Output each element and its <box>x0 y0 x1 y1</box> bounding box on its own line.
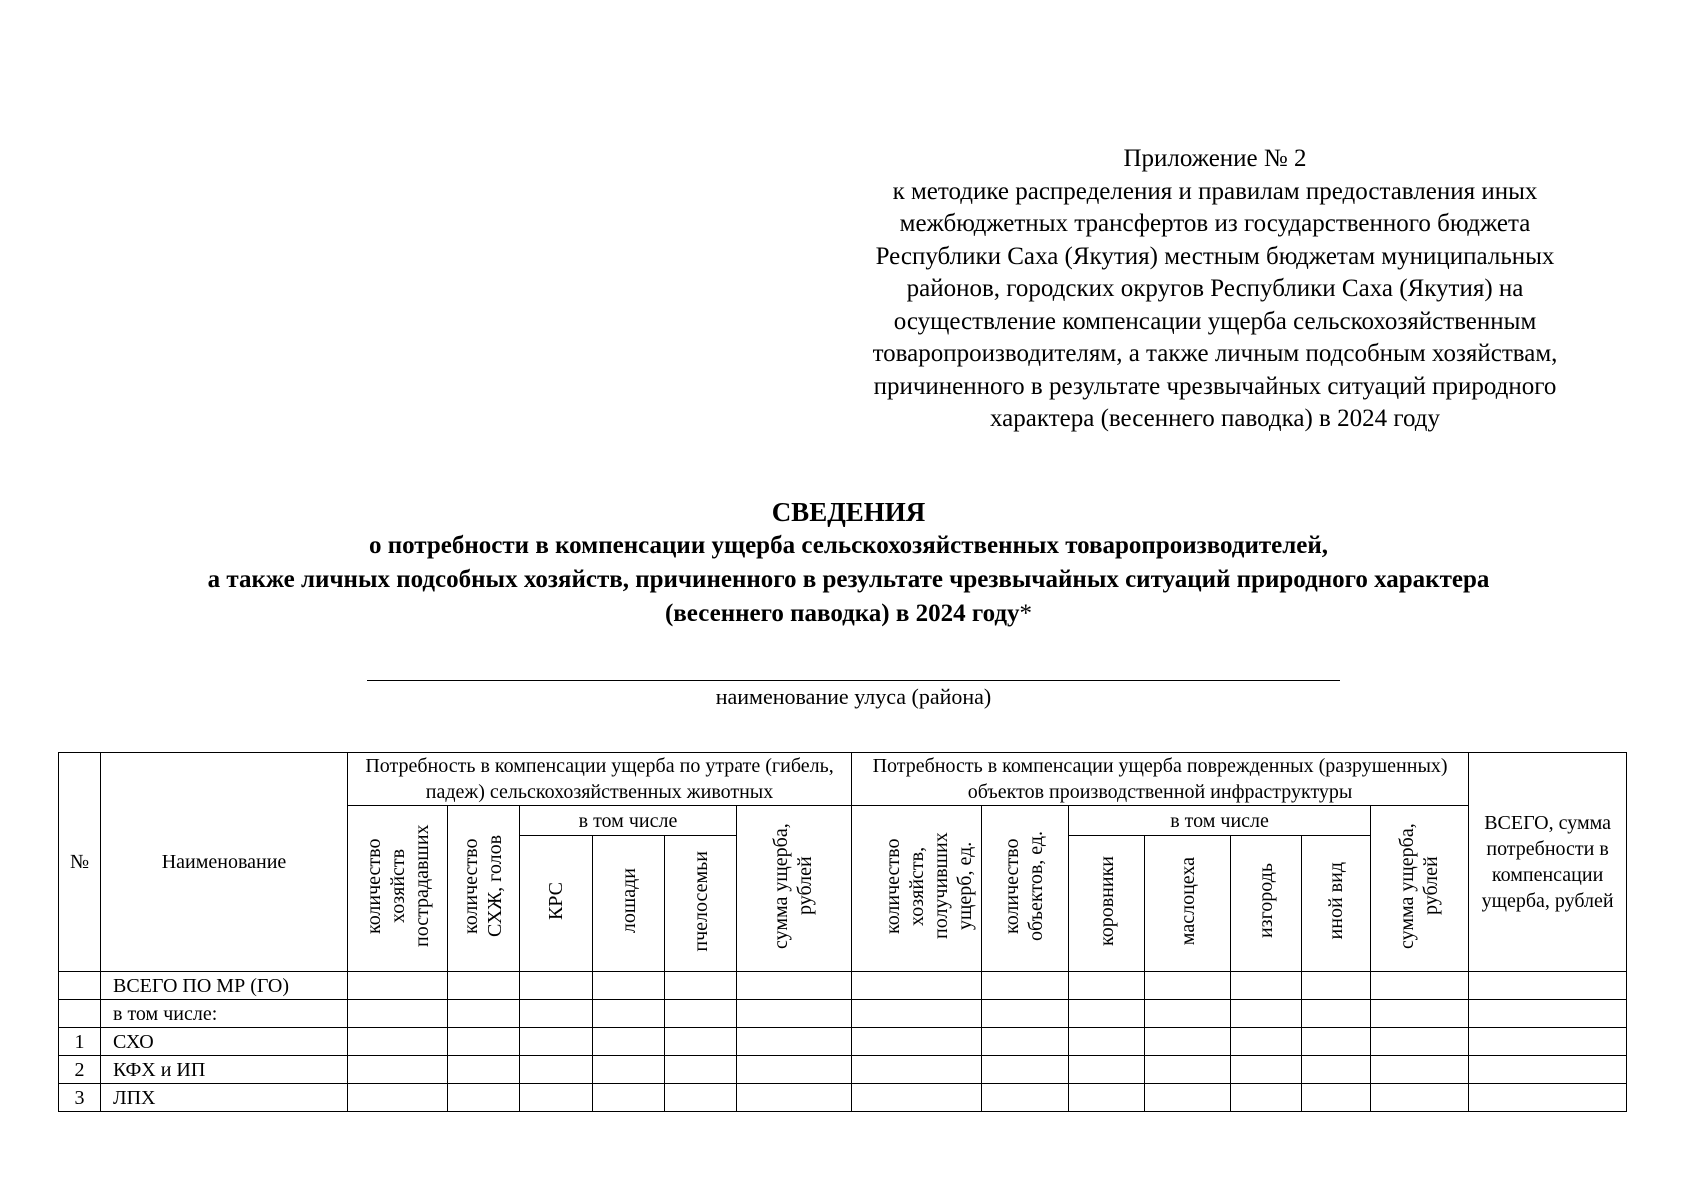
table-cell[interactable] <box>737 972 852 1000</box>
header-total: ВСЕГО, сумма потребности в компенсации ущерба, рублей <box>1469 753 1627 972</box>
table-cell[interactable] <box>448 1084 520 1112</box>
table-cell[interactable] <box>1069 1000 1145 1028</box>
table-cell[interactable] <box>348 1084 448 1112</box>
table-cell[interactable] <box>1145 1084 1231 1112</box>
title-main: СВЕДЕНИЯ <box>771 497 926 527</box>
header-text: пчелосемьи <box>689 850 712 952</box>
table-cell[interactable] <box>982 1028 1069 1056</box>
table-cell[interactable] <box>1371 1000 1469 1028</box>
header-text: количество хозяйств пострадавших <box>362 824 433 948</box>
table-cell[interactable] <box>448 1028 520 1056</box>
table-cell[interactable] <box>1371 1028 1469 1056</box>
table-cell[interactable] <box>1231 1028 1302 1056</box>
row-name: в том числе: <box>101 1000 348 1028</box>
header-text: количество хозяйств, получивших ущерб, ед. <box>881 832 976 940</box>
header-text: КРС <box>545 881 567 921</box>
table-cell[interactable] <box>448 972 520 1000</box>
table-cell[interactable] <box>665 1056 737 1084</box>
header-no: № <box>59 753 101 972</box>
table-cell[interactable] <box>1145 1056 1231 1084</box>
table-cell[interactable] <box>1145 972 1231 1000</box>
table-cell[interactable] <box>1371 972 1469 1000</box>
table-cell[interactable] <box>1302 1028 1371 1056</box>
table-cell[interactable] <box>665 1084 737 1112</box>
table-cell[interactable] <box>520 1000 593 1028</box>
appendix-line: осуществление компенсации ущерба сельскохозяйственным <box>893 307 1537 335</box>
table-cell[interactable] <box>348 1000 448 1028</box>
table-row <box>59 1028 1627 1056</box>
header-animals-heads <box>448 806 520 972</box>
table-cell[interactable] <box>1145 1000 1231 1028</box>
table-cell[interactable] <box>665 1028 737 1056</box>
header-text: количество СХЖ, голов <box>459 834 506 938</box>
table-cell[interactable] <box>852 1056 982 1084</box>
table-cell[interactable] <box>448 1000 520 1028</box>
table-cell[interactable] <box>737 1000 852 1028</box>
header-text: сумма ущерба, рублей <box>1395 823 1442 949</box>
header-infra-farms <box>852 806 982 972</box>
header-infra-group: Потребность в компенсации ущерба поврежденных (разрушенных) объектов производственной инфраструктуры <box>852 753 1469 806</box>
title-line: а также личных подсобных хозяйств, причиненного в результате чрезвычайных ситуаций природного характера <box>207 566 1490 593</box>
header-bees <box>665 836 737 972</box>
row-number: 2 <box>59 1056 101 1084</box>
header-animals-group: Потребность в компенсации ущерба по утрате (гибель, падеж) сельскохозяйственных животных <box>348 753 852 806</box>
table-cell[interactable] <box>593 1000 665 1028</box>
header-other <box>1302 836 1371 972</box>
damage-table <box>58 752 1627 1112</box>
header-text: изгородь <box>1255 863 1278 939</box>
table-cell[interactable] <box>1469 1084 1627 1112</box>
table-cell[interactable] <box>1371 1056 1469 1084</box>
table-cell[interactable] <box>1302 972 1371 1000</box>
table-cell[interactable] <box>852 1084 982 1112</box>
row-number <box>59 972 101 1000</box>
row-name: ЛПХ <box>101 1084 348 1112</box>
table-cell[interactable] <box>1231 1056 1302 1084</box>
table-cell[interactable] <box>1069 972 1145 1000</box>
table-cell[interactable] <box>1302 1084 1371 1112</box>
header-text: маслоцеха <box>1176 856 1199 946</box>
row-name: ВСЕГО ПО МР (ГО) <box>101 972 348 1000</box>
table-row <box>59 1000 1627 1028</box>
table-cell[interactable] <box>737 1084 852 1112</box>
table-cell[interactable] <box>448 1056 520 1084</box>
appendix-line: межбюджетных трансфертов из государственного бюджета <box>899 210 1531 237</box>
appendix-line: к методике распределения и правилам предоставления иных <box>892 177 1538 205</box>
table-cell[interactable] <box>852 1000 982 1028</box>
appendix-line: Приложение № 2 <box>1123 145 1307 172</box>
table-cell[interactable] <box>1069 1028 1145 1056</box>
table-cell[interactable] <box>1069 1084 1145 1112</box>
header-horses <box>593 836 665 972</box>
table-cell[interactable] <box>348 972 448 1000</box>
table-cell[interactable] <box>1371 1084 1469 1112</box>
table-cell[interactable] <box>1069 1056 1145 1084</box>
footnote-mark: * <box>1019 600 1033 627</box>
header-infra-sum <box>1371 806 1469 972</box>
table-cell[interactable] <box>852 972 982 1000</box>
table-cell[interactable] <box>520 972 593 1000</box>
table-cell[interactable] <box>737 1056 852 1084</box>
table-cell[interactable] <box>593 972 665 1000</box>
header-cattle <box>520 836 593 972</box>
table-cell[interactable] <box>1469 972 1627 1000</box>
document-title <box>60 495 1637 631</box>
header-text: иной вид <box>1325 862 1348 940</box>
table-cell[interactable] <box>1231 972 1302 1000</box>
title-line <box>60 597 1637 631</box>
table-cell[interactable] <box>1469 1056 1627 1084</box>
table-cell[interactable] <box>520 1084 593 1112</box>
row-name: КФХ и ИП <box>101 1056 348 1084</box>
table-row <box>59 1084 1627 1112</box>
row-number <box>59 1000 101 1028</box>
table-cell[interactable] <box>1302 1056 1371 1084</box>
district-name-field[interactable] <box>367 680 1340 681</box>
table-cell[interactable] <box>1145 1028 1231 1056</box>
header-text: коровники <box>1095 856 1118 946</box>
table-row <box>59 1056 1627 1084</box>
table-cell[interactable] <box>982 1084 1069 1112</box>
table-cell[interactable] <box>982 972 1069 1000</box>
appendix-line: товаропроизводителям, а также личным подсобным хозяйствам, <box>872 340 1558 367</box>
table-cell[interactable] <box>1231 1000 1302 1028</box>
header-infra-objects <box>982 806 1069 972</box>
header-animals-sum <box>737 806 852 972</box>
table-cell[interactable] <box>1302 1000 1371 1028</box>
appendix-line: причиненного в результате чрезвычайных ситуаций природного <box>873 372 1557 400</box>
table-cell[interactable] <box>982 1056 1069 1084</box>
header-text: лошади <box>617 868 640 934</box>
table-cell[interactable] <box>1469 1000 1627 1028</box>
table-cell[interactable] <box>982 1000 1069 1028</box>
appendix-line: Республики Саха (Якутия) местным бюджетам муниципальных <box>875 242 1555 270</box>
table-cell[interactable] <box>1469 1028 1627 1056</box>
header-animals-including: в том числе <box>520 806 737 836</box>
appendix-line: характера (весеннего паводка) в 2024 году <box>990 405 1440 432</box>
table-cell[interactable] <box>852 1028 982 1056</box>
table-cell[interactable] <box>520 1056 593 1084</box>
title-line-text: (весеннего паводка) в 2024 году <box>664 600 1020 627</box>
row-name: СХО <box>101 1028 348 1056</box>
title-line: о потребности в компенсации ущерба сельскохозяйственных товаропроизводителей, <box>368 532 1329 559</box>
header-dairies <box>1145 836 1231 972</box>
row-number: 1 <box>59 1028 101 1056</box>
table-cell[interactable] <box>348 1056 448 1084</box>
header-fences <box>1231 836 1302 972</box>
appendix-header <box>800 143 1630 436</box>
table-body <box>59 972 1627 1112</box>
table-cell[interactable] <box>593 1028 665 1056</box>
table-cell[interactable] <box>520 1028 593 1056</box>
appendix-line: районов, городских округов Республики Саха (Якутия) на <box>906 275 1524 302</box>
table-cell[interactable] <box>348 1028 448 1056</box>
header-text: сумма ущерба, рублей <box>770 823 817 949</box>
header-infra-including: в том числе <box>1069 806 1371 836</box>
table-row <box>59 972 1627 1000</box>
table-cell[interactable] <box>737 1028 852 1056</box>
table-cell[interactable] <box>1231 1084 1302 1112</box>
header-text: количество объектов, ед. <box>1001 830 1048 942</box>
table-cell[interactable] <box>665 1000 737 1028</box>
header-animals-farms <box>348 806 448 972</box>
district-name-caption: наименование улуса (района) <box>715 684 992 709</box>
header-cowsheds <box>1069 836 1145 972</box>
table-cell[interactable] <box>593 1056 665 1084</box>
row-number: 3 <box>59 1084 101 1112</box>
table-cell[interactable] <box>593 1084 665 1112</box>
header-name: Наименование <box>101 753 348 972</box>
table-cell[interactable] <box>665 972 737 1000</box>
